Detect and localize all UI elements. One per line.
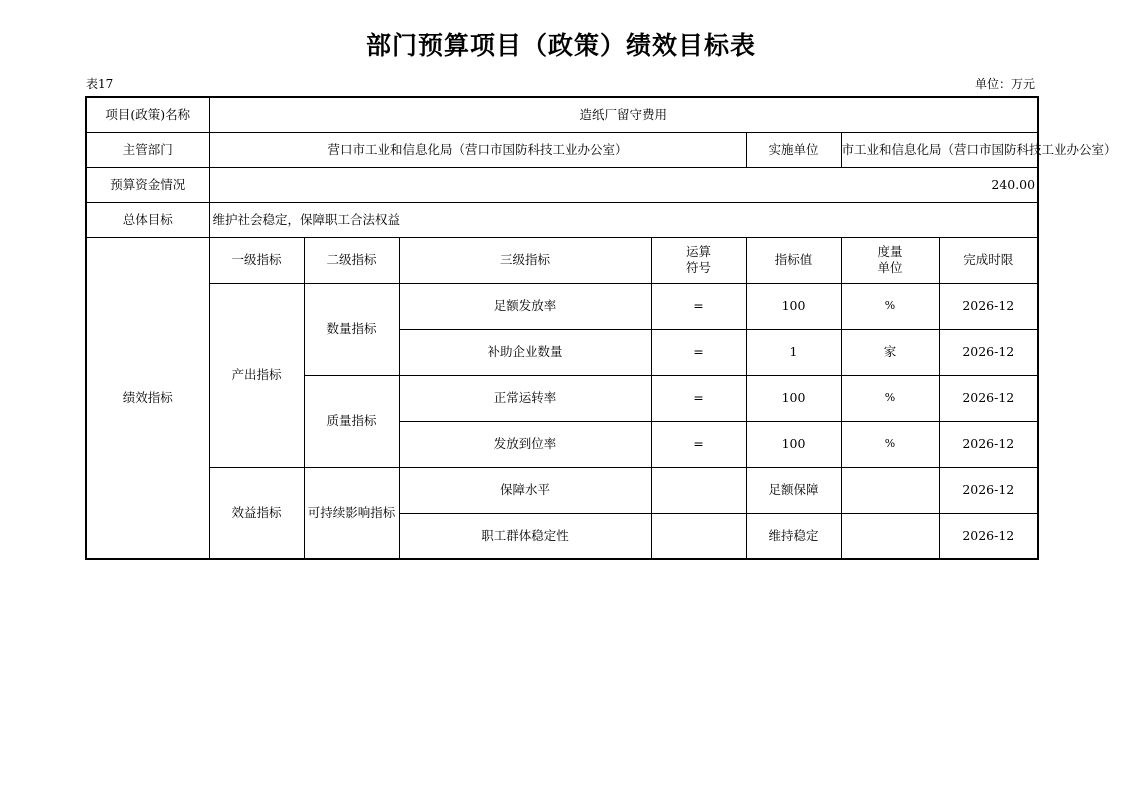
header-operator-line2: 符号 [685, 260, 711, 275]
unit-cell [841, 513, 939, 559]
table-row [86, 167, 1038, 202]
value-cell: 维持稳定 [746, 513, 841, 559]
unit-cell: % [841, 375, 939, 421]
deadline-cell: 2026-12 [939, 329, 1038, 375]
budget-label: 预算资金情况 [86, 167, 209, 202]
header-deadline: 完成时限 [939, 237, 1038, 283]
table-row [86, 467, 1038, 513]
performance-indicator-label: 绩效指标 [86, 237, 209, 559]
deadline-cell: 2026-12 [939, 513, 1038, 559]
header-level1: 一级指标 [209, 237, 304, 283]
value-cell: 100 [746, 421, 841, 467]
operator-cell: = [651, 421, 746, 467]
unit-cell: % [841, 283, 939, 329]
group-benefit: 效益指标 [209, 467, 304, 559]
operator-cell [651, 513, 746, 559]
project-name-label: 项目(政策)名称 [86, 97, 209, 132]
value-cell: 100 [746, 283, 841, 329]
header-unit-line2: 单位 [877, 260, 903, 275]
unit-cell [841, 467, 939, 513]
level3-cell: 足额发放率 [399, 283, 651, 329]
unit-label: 单位：万元 [974, 77, 1035, 91]
unit-cell: % [841, 421, 939, 467]
overall-goal-label: 总体目标 [86, 202, 209, 237]
performance-target-table [85, 96, 1117, 560]
value-cell: 1 [746, 329, 841, 375]
table-row [86, 97, 1038, 132]
header-value: 指标值 [746, 237, 841, 283]
group-quality: 质量指标 [304, 375, 399, 467]
operator-cell: = [651, 375, 746, 421]
level3-cell: 补助企业数量 [399, 329, 651, 375]
operator-cell: = [651, 283, 746, 329]
value-cell: 100 [746, 375, 841, 421]
implementing-unit-label: 实施单位 [746, 132, 841, 167]
table-row [86, 202, 1038, 237]
level3-cell: 正常运转率 [399, 375, 651, 421]
table-header-row [86, 237, 1038, 283]
table-row [86, 283, 1038, 329]
department-label: 主管部门 [86, 132, 209, 167]
level3-cell: 发放到位率 [399, 421, 651, 467]
unit-cell: 家 [841, 329, 939, 375]
group-quantity: 数量指标 [304, 283, 399, 375]
level3-cell: 职工群体稳定性 [399, 513, 651, 559]
header-level2: 二级指标 [304, 237, 399, 283]
table-row [86, 132, 1038, 167]
implementing-unit-value: 市工业和信息化局（营口市国防科技工业办公室） [841, 132, 1038, 167]
value-cell: 足额保障 [746, 467, 841, 513]
group-output: 产出指标 [209, 283, 304, 467]
header-operator [651, 237, 746, 283]
deadline-cell: 2026-12 [939, 467, 1038, 513]
header-unit [841, 237, 939, 283]
budget-value: 240.00 [209, 167, 1038, 202]
header-operator-line1: 运算 [685, 244, 711, 259]
header-unit-line1: 度量 [877, 244, 903, 259]
operator-cell: = [651, 329, 746, 375]
header-level3: 三级指标 [399, 237, 651, 283]
operator-cell [651, 467, 746, 513]
department-value: 营口市工业和信息化局（营口市国防科技工业办公室） [209, 132, 746, 167]
table-number: 表17 [86, 77, 114, 91]
deadline-cell: 2026-12 [939, 283, 1038, 329]
project-name-value: 造纸厂留守费用 [209, 97, 1038, 132]
level3-cell: 保障水平 [399, 467, 651, 513]
group-sustainable: 可持续影响指标 [304, 467, 399, 559]
overall-goal-value: 维护社会稳定，保障职工合法权益 [209, 202, 1038, 237]
deadline-cell: 2026-12 [939, 421, 1038, 467]
deadline-cell: 2026-12 [939, 375, 1038, 421]
page-title: 部门预算项目（政策）绩效目标表 [365, 31, 756, 60]
